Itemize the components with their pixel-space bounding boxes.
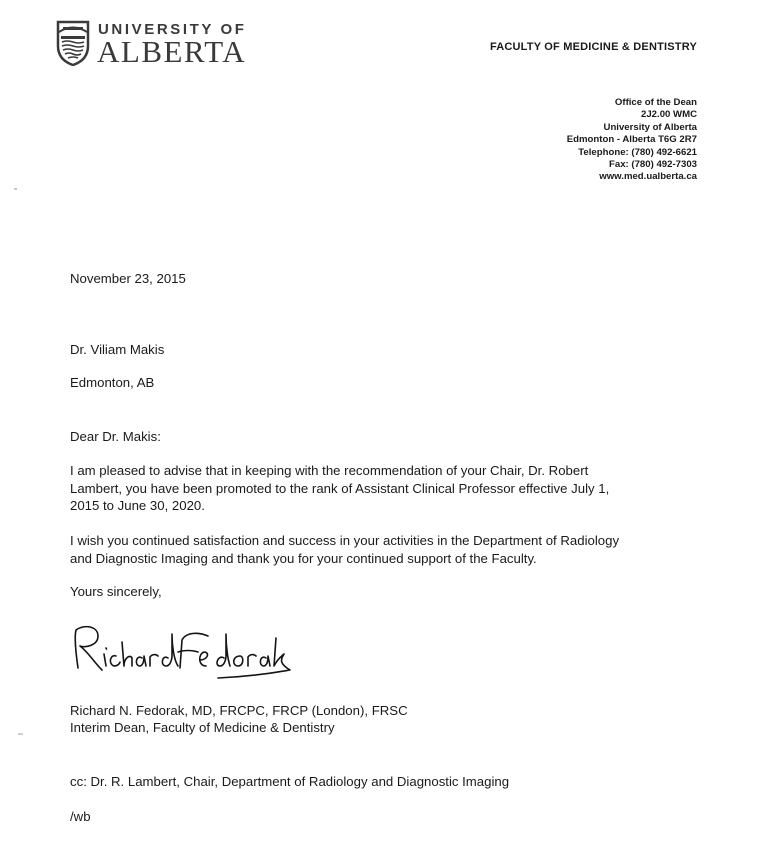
paragraph-line: I wish you continued satisfaction and success in your activities in the Department of Radiology [70, 533, 620, 548]
paragraph-line: and Diagnostic Imaging and thank you for your continued support of the Faculty. [70, 550, 537, 566]
letter-date: November 23, 2015 [70, 271, 186, 286]
recipient-name: Dr. Viliam Makis [70, 342, 165, 357]
logo-university-of: UNIVERSITY OF [98, 21, 247, 38]
signatory-name: Richard N. Fedorak, MD, FRCPC, FRCP (London), FRSC [70, 703, 408, 718]
university-logo [56, 20, 246, 68]
university-of-alberta-crest-icon [56, 20, 90, 66]
office-line: 2J2.00 WMC [641, 109, 697, 121]
typist-initials: /wb [70, 809, 91, 824]
paragraph-line: 2015 to June 30, 2020. [70, 498, 205, 513]
logo-alberta: ALBERTA [97, 34, 247, 69]
cc-line: cc: Dr. R. Lambert, Chair, Department of Radiology and Diagnostic Imaging [70, 774, 510, 789]
faculty-heading: FACULTY OF MEDICINE & DENTISTRY [489, 41, 697, 53]
salutation: Dear Dr. Makis: [70, 429, 161, 444]
office-line: University of Alberta [603, 121, 697, 133]
office-line: Edmonton - Alberta T6G 2R7 [566, 134, 697, 146]
scan-mark [14, 188, 17, 190]
handwritten-signature [68, 616, 298, 688]
paragraph-line: I am pleased to advise that in keeping with the recommendation of your Chair, Dr. Robert [70, 463, 589, 478]
paragraph-promotion [70, 462, 710, 515]
scan-mark [18, 733, 23, 735]
office-line: Telephone: (780) 492-6621 [578, 146, 697, 158]
office-address-block [567, 97, 697, 184]
office-website: www.med.ualberta.ca [599, 171, 697, 183]
closing: Yours sincerely, [70, 584, 162, 599]
recipient-location: Edmonton, AB [70, 375, 155, 390]
signatory-title: Interim Dean, Faculty of Medicine & Dentistry [70, 720, 335, 735]
paragraph-line: Lambert, you have been promoted to the rank of Assistant Clinical Professor effective July 1, [70, 480, 610, 496]
office-line: Fax: (780) 492-7303 [609, 159, 697, 171]
office-line: Office of the Dean [614, 97, 697, 108]
paragraph-wishes [70, 532, 710, 567]
